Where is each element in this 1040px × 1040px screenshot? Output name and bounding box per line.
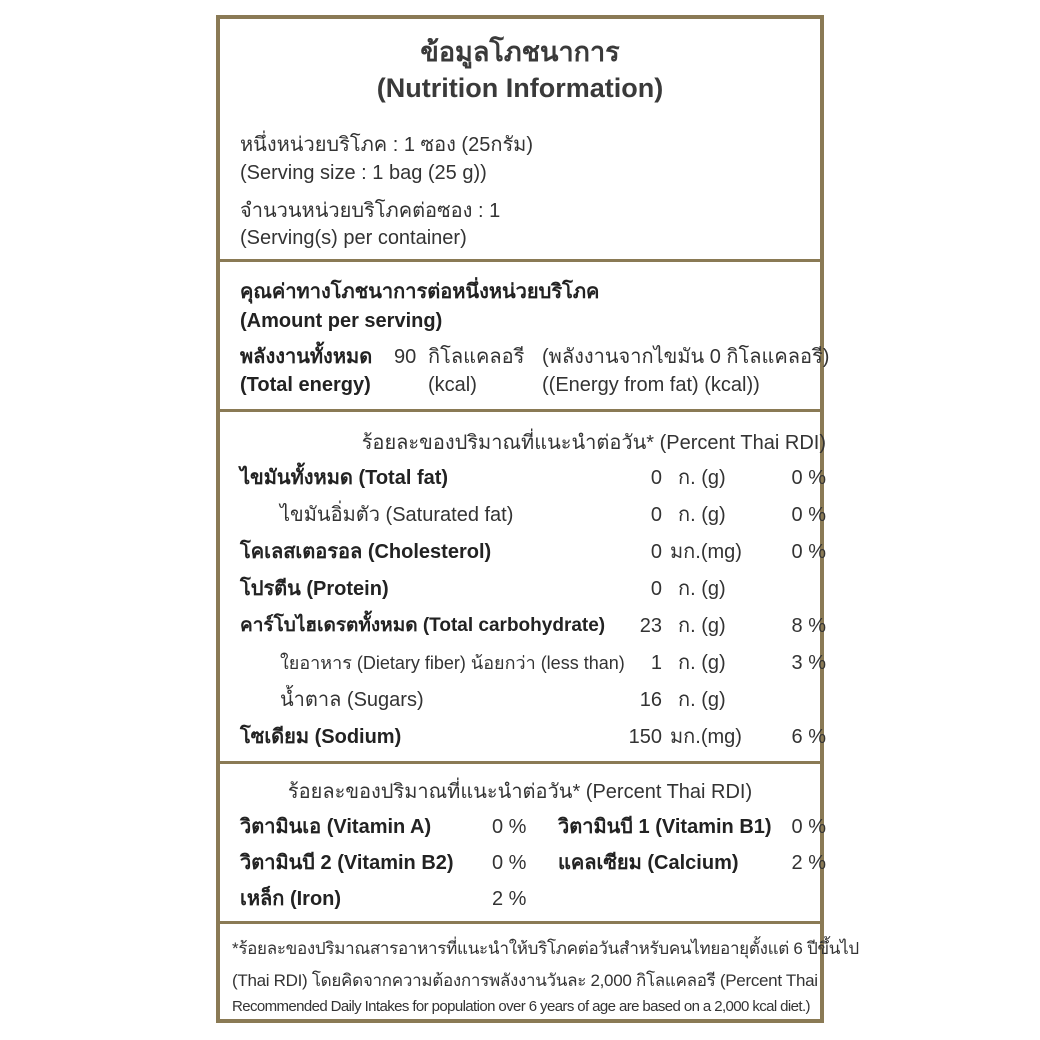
iron-percent: 2 % xyxy=(492,888,527,910)
vitamin-a-label: วิตามินเอ (Vitamin A) xyxy=(240,816,432,838)
nutrient-unit: มก.(mg) xyxy=(670,726,742,748)
nutrient-percent: 0 % xyxy=(791,541,826,563)
divider xyxy=(220,761,820,764)
nutrition-label-panel xyxy=(216,15,859,1023)
footnote-line-3: Recommended Daily Intakes for population over 6 years of age are based on a 2,000 kcal diet.) xyxy=(232,998,810,1015)
vitamin-b2-percent: 0 % xyxy=(492,852,527,874)
nutrient-percent: 0 % xyxy=(791,504,826,526)
divider xyxy=(220,259,820,262)
servings-per-container-thai: จำนวนหน่วยบริโภคต่อซอง : 1 xyxy=(240,200,501,222)
nutrient-unit: มก.(mg) xyxy=(670,541,742,563)
nutrient-value: 0 xyxy=(650,541,662,563)
energy-from-fat-english: ((Energy from fat) (kcal)) xyxy=(542,374,760,396)
vitamin-b1-percent: 0 % xyxy=(791,816,826,838)
divider xyxy=(220,921,820,924)
nutrient-unit: ก. (g) xyxy=(678,615,726,637)
nutrient-label-total-fat: ไขมันทั้งหมด (Total fat) xyxy=(240,467,449,489)
vitamin-b1-label: วิตามินบี 1 (Vitamin B1) xyxy=(558,816,772,838)
iron-label: เหล็ก (Iron) xyxy=(240,888,342,910)
energy-unit-english: (kcal) xyxy=(428,374,477,396)
nutrient-unit: ก. (g) xyxy=(678,467,726,489)
nutrient-unit: ก. (g) xyxy=(678,689,726,711)
title-thai: ข้อมูลโภชนาการ xyxy=(420,37,620,67)
nutrient-value: 150 xyxy=(628,726,662,748)
nutrient-unit: ก. (g) xyxy=(678,578,726,600)
serving-size-english: (Serving size : 1 bag (25 g)) xyxy=(240,162,487,184)
nutrient-percent: 3 % xyxy=(791,652,826,674)
footnote-line-1: *ร้อยละของปริมาณสารอาหารที่แนะนำให้บริโภคต่อวันสำหรับคนไทยอายุตั้งแต่ 6 ปีขึ้นไป xyxy=(232,939,859,958)
nutrient-value: 1 xyxy=(650,652,662,674)
amount-heading-english: (Amount per serving) xyxy=(240,310,443,332)
energy-value: 90 xyxy=(394,346,417,368)
energy-label-thai: พลังงานทั้งหมด xyxy=(240,346,373,368)
energy-label-english: (Total energy) xyxy=(240,374,371,396)
title-english: (Nutrition Information) xyxy=(376,73,664,103)
nutrient-unit: ก. (g) xyxy=(678,504,726,526)
nutrient-label-dietary-fiber: ใยอาหาร (Dietary fiber) น้อยกว่า (less than) xyxy=(280,653,625,673)
energy-from-fat-thai: (พลังงานจากไขมัน 0 กิโลแคลอรี) xyxy=(542,346,830,368)
nutrient-percent: 0 % xyxy=(791,467,826,489)
serving-size-thai: หนึ่งหน่วยบริโภค : 1 ซอง (25กรัม) xyxy=(240,134,534,156)
energy-unit-thai: กิโลแคลอรี xyxy=(428,346,525,368)
nutrient-value: 0 xyxy=(650,578,662,600)
nutrient-unit: ก. (g) xyxy=(678,652,726,674)
nutrient-percent: 8 % xyxy=(791,615,826,637)
nutrient-value: 0 xyxy=(650,504,662,526)
calcium-label: แคลเซียม (Calcium) xyxy=(558,852,739,874)
amount-heading-thai: คุณค่าทางโภชนาการต่อหนึ่งหน่วยบริโภค xyxy=(240,281,600,303)
nutrient-label-total-carbohydrate: คาร์โบไฮเดรตทั้งหมด (Total carbohydrate) xyxy=(240,615,606,636)
vitamin-a-percent: 0 % xyxy=(492,816,527,838)
nutrient-label-protein: โปรตีน (Protein) xyxy=(240,578,389,600)
nutrient-value: 16 xyxy=(639,689,662,711)
nutrient-label-cholesterol: โคเลสเตอรอล (Cholesterol) xyxy=(240,541,492,563)
nutrient-label-sodium: โซเดียม (Sodium) xyxy=(240,726,402,748)
vitamins-rdi-header: ร้อยละของปริมาณที่แนะนำต่อวัน* (Percent Thai RDI) xyxy=(287,781,753,803)
servings-per-container-english: (Serving(s) per container) xyxy=(240,227,467,249)
footnote-line-2: (Thai RDI) โดยคิดจากความต้องการพลังงานวันละ 2,000 กิโลแคลอรี (Percent Thai xyxy=(232,971,818,990)
rdi-header: ร้อยละของปริมาณที่แนะนำต่อวัน* (Percent Thai RDI) xyxy=(361,432,826,454)
nutrient-value: 0 xyxy=(650,467,662,489)
calcium-percent: 2 % xyxy=(791,852,826,874)
nutrient-value: 23 xyxy=(639,615,662,637)
nutrient-percent: 6 % xyxy=(791,726,826,748)
vitamin-b2-label: วิตามินบี 2 (Vitamin B2) xyxy=(240,852,454,874)
divider xyxy=(220,409,820,412)
nutrient-label-saturated-fat: ไขมันอิ่มตัว (Saturated fat) xyxy=(280,504,514,526)
nutrient-label-sugars: น้ำตาล (Sugars) xyxy=(280,689,424,711)
